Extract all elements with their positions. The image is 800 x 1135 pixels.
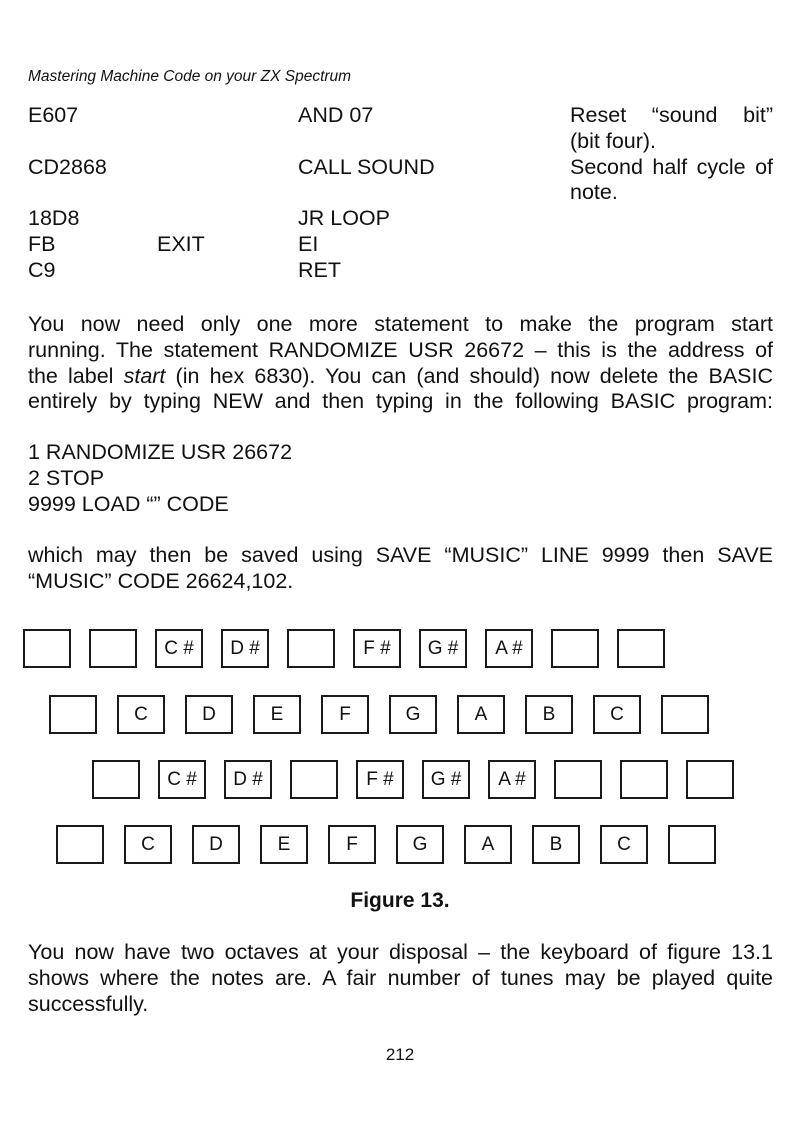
keyboard-key-blank: [287, 629, 335, 668]
paragraph-line: running. The statement RANDOMIZE USR 26672 – this is the address of: [28, 337, 773, 362]
listing-row: [28, 232, 773, 258]
listing-comment: note.: [570, 180, 618, 205]
basic-line: 9999 LOAD “” CODE: [28, 491, 229, 516]
keyboard-key: G: [396, 825, 444, 864]
listing-row: [28, 155, 773, 207]
basic-line: 2 STOP: [28, 465, 105, 490]
keyboard-key: G: [389, 695, 437, 734]
label-start-emphasis: start: [123, 363, 166, 388]
keyboard-key: G #: [419, 629, 467, 668]
text-segment: the label: [28, 363, 124, 388]
keyboard-key: E: [253, 695, 301, 734]
paragraph-program-start: [28, 312, 773, 415]
keyboard-key-blank: [290, 760, 338, 799]
basic-program: [28, 440, 292, 517]
paragraph-line: [28, 364, 773, 390]
keyboard-key-blank: [661, 695, 709, 734]
listing-hex: 18D8: [28, 206, 80, 231]
keyboard-key-blank: [620, 760, 668, 799]
listing-hex: CD2868: [28, 154, 107, 179]
listing-hex: FB: [28, 231, 56, 256]
keyboard-key-blank: [49, 695, 97, 734]
keyboard-key: G #: [422, 760, 470, 799]
figure-caption: Figure 13.: [350, 889, 450, 912]
keyboard-key: A #: [488, 760, 536, 799]
keyboard-key: A #: [485, 629, 533, 668]
keyboard-key-blank: [551, 629, 599, 668]
listing-comment: (bit four).: [570, 128, 657, 153]
keyboard-key-blank: [56, 825, 104, 864]
basic-line: 1 RANDOMIZE USR 26672: [28, 440, 293, 464]
keyboard-key: C #: [155, 629, 203, 668]
listing-comment: [570, 258, 773, 284]
keyboard-key: B: [532, 825, 580, 864]
keyboard-key: A: [457, 695, 505, 734]
code-listing: [28, 103, 773, 284]
keyboard-key: F #: [353, 629, 401, 668]
listing-label: EXIT: [157, 231, 205, 256]
listing-row: [28, 103, 773, 155]
keyboard-key-blank: [92, 760, 140, 799]
keyboard-key-blank: [668, 825, 716, 864]
keyboard-key: F #: [356, 760, 404, 799]
keyboard-key: D: [192, 825, 240, 864]
keyboard-key-blank: [617, 629, 665, 668]
keyboard-key: C #: [158, 760, 206, 799]
paragraph-line: successfully.: [28, 991, 149, 1016]
page-number: 212: [385, 1045, 415, 1064]
keyboard-key: A: [464, 825, 512, 864]
paragraph-line: You now have two octaves at your disposal – the keyboard of figure 13.1: [28, 940, 773, 964]
text-segment: (in hex 6830). You can (and should) now delete the BASIC: [165, 363, 773, 388]
keyboard-key-blank: [23, 629, 71, 668]
paragraph-line: shows where the notes are. A fair number of tunes may be played quite: [28, 965, 773, 990]
keyboard-key-blank: [89, 629, 137, 668]
listing-comment: [570, 232, 773, 258]
keyboard-key: D: [185, 695, 233, 734]
paragraph-line: You now need only one more statement to make the program start: [28, 312, 773, 336]
keyboard-key: E: [260, 825, 308, 864]
listing-op: JR LOOP: [298, 206, 390, 231]
keyboard-key-blank: [686, 760, 734, 799]
keyboard-key: C: [124, 825, 172, 864]
listing-row: [28, 258, 773, 284]
listing-comment: [570, 206, 773, 232]
paragraph-line: entirely by typing NEW and then typing in the following BASIC program:: [28, 389, 773, 414]
listing-hex: E607: [28, 103, 79, 127]
keyboard-key: C: [593, 695, 641, 734]
listing-hex: C9: [28, 257, 56, 282]
paragraph-line: which may then be saved using SAVE “MUSIC” LINE 9999 then SAVE: [28, 543, 773, 567]
listing-op: CALL SOUND: [298, 154, 435, 179]
keyboard-key: F: [321, 695, 369, 734]
listing-comment: Reset “sound bit”: [570, 103, 773, 127]
listing-op: AND 07: [298, 103, 374, 127]
paragraph-two-octaves: [28, 940, 773, 1017]
listing-op: RET: [298, 257, 341, 282]
listing-op: EI: [298, 231, 319, 256]
paragraph-line: “MUSIC” CODE 26624,102.: [28, 568, 294, 593]
keyboard-key: C: [600, 825, 648, 864]
keyboard-key: C: [117, 695, 165, 734]
listing-comment: Second half cycle of: [570, 154, 773, 179]
keyboard-key: B: [525, 695, 573, 734]
running-header: Mastering Machine Code on your ZX Spectrum: [28, 68, 352, 85]
paragraph-save-instructions: [28, 543, 773, 595]
keyboard-key: D #: [221, 629, 269, 668]
keyboard-key: F: [328, 825, 376, 864]
keyboard-key: D #: [224, 760, 272, 799]
keyboard-key-blank: [554, 760, 602, 799]
listing-row: [28, 206, 773, 232]
